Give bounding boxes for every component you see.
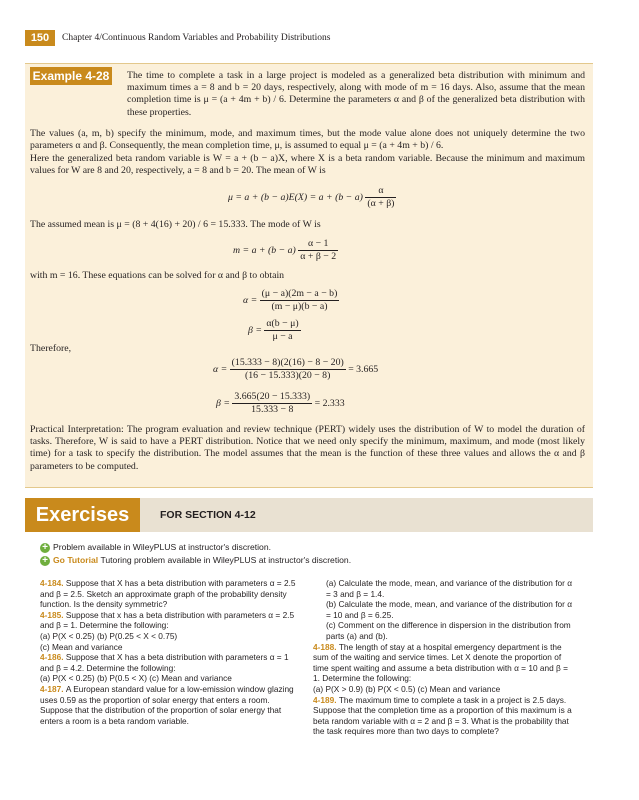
- page-number: 150: [25, 30, 55, 46]
- equation-mode-lhs: m = a + (b − a): [233, 244, 296, 256]
- equation-alpha-num: (μ − a)(2m − a − b): [261, 288, 338, 299]
- example-paragraph-3: The assumed mean is μ = (8 + 4(16) + 20) / 6 = 15.333. The mode of W is: [30, 219, 321, 230]
- equation-mean: [228, 185, 396, 210]
- example-intro: The time to complete a task in a large project is modeled as a generalized beta distribution with minimum and maximum times a = 8 and b = 20 days, respectively, along with mode of m = 16 days. Also, assume that the mean completion time is μ = (a + 4m + b) / 6. Determine the parameters α and β of the generalized beta distribution with these properties.: [127, 70, 585, 118]
- legend-wileyplus: [40, 542, 271, 553]
- equation-alpha-value-num: (15.333 − 8)(2(16) − 8 − 20): [231, 357, 344, 368]
- equation-alpha-den: (m − μ)(b − a): [271, 301, 328, 312]
- equation-mean-num: α: [365, 185, 396, 198]
- exercise-item: [313, 695, 575, 737]
- exercise-text: (a) P(X > 0.9) (b) P(X < 0.5) (c) Mean and variance: [313, 683, 501, 694]
- equation-alpha-value-den: (16 − 15.333)(20 − 8): [245, 370, 331, 381]
- legend-wileyplus-text: Problem available in WileyPLUS at instructor's discretion.: [53, 542, 272, 552]
- exercises-label: Exercises: [25, 498, 140, 532]
- exercise-column-right: [313, 578, 575, 737]
- exercise-number: 4-189.: [313, 694, 339, 705]
- plus-icon: +: [40, 556, 50, 566]
- equation-beta-value-den: 15.333 − 8: [251, 404, 294, 415]
- exercise-text: Suppose that X has a beta distribution with parameters α = 2.5 and β = 2.5. Sketch an approximate graph of the probability density function. Is the density symmetric?: [40, 578, 296, 610]
- go-tutorial-tag: Go Tutorial: [53, 555, 99, 565]
- legend-tutorial: [40, 555, 351, 566]
- exercise-item: [40, 673, 302, 684]
- example-paragraph-2: Here the generalized beta random variable is W = a + (b − a)X, where X is a beta random variable. Because the minimum and maximum values for W are 8 and 20, respectively, a = 8 and b = 20. The mean of W is: [30, 153, 585, 177]
- equation-beta-value: β = $\frac{3.665(20 - 15.333)}{15.333 - 8}$ = 2.333: [216, 391, 345, 415]
- example-paragraph-1: The values (a, m, b) specify the minimum, mode, and maximum times, but the mode value alone does not uniquely determine the two parameters α and β. Consequently, the mean completion time, μ, is assumed to equal μ = (a + 4m + b) / 6.: [30, 128, 585, 152]
- exercise-item: [313, 642, 575, 684]
- exercise-text: (a) Calculate the mode, mean, and variance of the distribution for α = 3 and β = 1.4.: [326, 578, 572, 599]
- equation-beta-den: μ − a: [272, 331, 293, 342]
- exercise-item: [40, 684, 302, 726]
- equation-beta-value-num: 3.665(20 − 15.333): [234, 391, 311, 402]
- exercise-item: [313, 578, 575, 599]
- exercise-text: The length of stay at a hospital emergency department is the sum of the waiting and service times. Let X denote the proportion of time spent waiting and assume a beta distribution with α = 10 and β = 1. Determine the following:: [313, 641, 568, 684]
- exercise-item: [40, 652, 302, 673]
- equation-mode: [233, 238, 338, 263]
- exercise-item: [40, 631, 302, 642]
- exercise-text: (a) P(X < 0.25) (b) P(0.25 < X < 0.75): [40, 630, 178, 641]
- exercise-text: (c) Comment on the difference in dispersion in the distribution from parts (a) and (b).: [326, 620, 571, 641]
- exercise-number: 4-187.: [40, 683, 66, 694]
- exercise-text: The maximum time to complete a task in a project is 2.5 days. Suppose that the completion time as a proportion of this maximum is a beta random variable with α = 2 and β = 3. What is the probability that the task requires more than two days to complete?: [313, 694, 572, 737]
- exercise-text: Suppose that x has a beta distribution with parameters α = 2.5 and β = 1. Determine the following:: [40, 609, 295, 631]
- equation-beta-lhs: β =: [248, 324, 262, 336]
- exercises-section: FOR SECTION 4-12: [160, 509, 256, 521]
- exercise-text: A European standard value for a low-emission window glazing uses 0.59 as the proportion of solar energy that enters a room. Suppose that the distribution of the proportion of solar energy that enters a room is a beta random variable.: [40, 683, 294, 726]
- exercise-number: 4-184.: [40, 578, 66, 588]
- exercise-number: 4-188.: [313, 641, 339, 652]
- equation-mode-num: α − 1: [298, 238, 338, 251]
- practical-interpretation: Practical Interpretation: The program evaluation and review technique (PERT) widely uses the distribution of W to model the duration of tasks. Therefore, W is said to have a PERT distribution. Notice that we need only specify the minimum, maximum, and mode (most likely time) for a task to specify the distribution. The model assumes that the mean is the function of these three values and allows the α and β parameters to be computed.: [30, 424, 585, 472]
- equation-alpha-lhs: α =: [243, 294, 258, 306]
- equation-alpha: [243, 288, 339, 313]
- exercise-number: 4-185.: [40, 609, 66, 620]
- exercise-item: [313, 684, 575, 695]
- exercise-item: [40, 642, 302, 653]
- equation-mean-lhs: μ = a + (b − a)E(X) = a + (b − a): [228, 191, 363, 203]
- exercise-text: Suppose that X has a beta distribution with parameters α = 1 and β = 4.2. Determine the following:: [40, 652, 289, 673]
- equation-beta: [248, 318, 301, 343]
- plus-icon: +: [40, 543, 50, 553]
- equation-beta-num: α(b − μ): [266, 318, 299, 329]
- exercise-item: [40, 610, 302, 631]
- exercise-item: [313, 599, 575, 620]
- exercise-text: (c) Mean and variance: [40, 641, 123, 652]
- legend-tutorial-text: Tutoring problem available in WileyPLUS at instructor's discretion.: [100, 555, 352, 565]
- equation-mode-den: α + β − 2: [300, 251, 337, 262]
- equation-beta-value-rhs: = 2.333: [314, 397, 345, 409]
- exercise-text: (a) P(X < 0.25) (b) P(0.5 < X) (c) Mean and variance: [40, 673, 232, 684]
- exercise-text: (b) Calculate the mode, mean, and variance of the distribution for α = 10 and β = 6.25.: [326, 599, 572, 620]
- example-paragraph-4: with m = 16. These equations can be solved for α and β to obtain: [30, 270, 285, 281]
- equation-alpha-value: α = $\frac{(15.333 - 8)(2(16) - 8 - 20)}{(16 - 15.333)(20 - 8)}$ = 3.665: [213, 357, 379, 381]
- example-tag: Example 4-28: [30, 67, 112, 85]
- equation-alpha-value-rhs: = 3.665: [348, 363, 379, 375]
- exercise-number: 4-186.: [40, 652, 66, 663]
- equation-mean-den: (α + β): [367, 198, 395, 209]
- therefore-label: Therefore,: [30, 343, 72, 354]
- exercise-item: [313, 620, 575, 641]
- chapter-title: Chapter 4/Continuous Random Variables and Probability Distributions: [62, 33, 331, 43]
- exercise-item: [40, 578, 302, 610]
- exercise-column-left: [40, 578, 302, 726]
